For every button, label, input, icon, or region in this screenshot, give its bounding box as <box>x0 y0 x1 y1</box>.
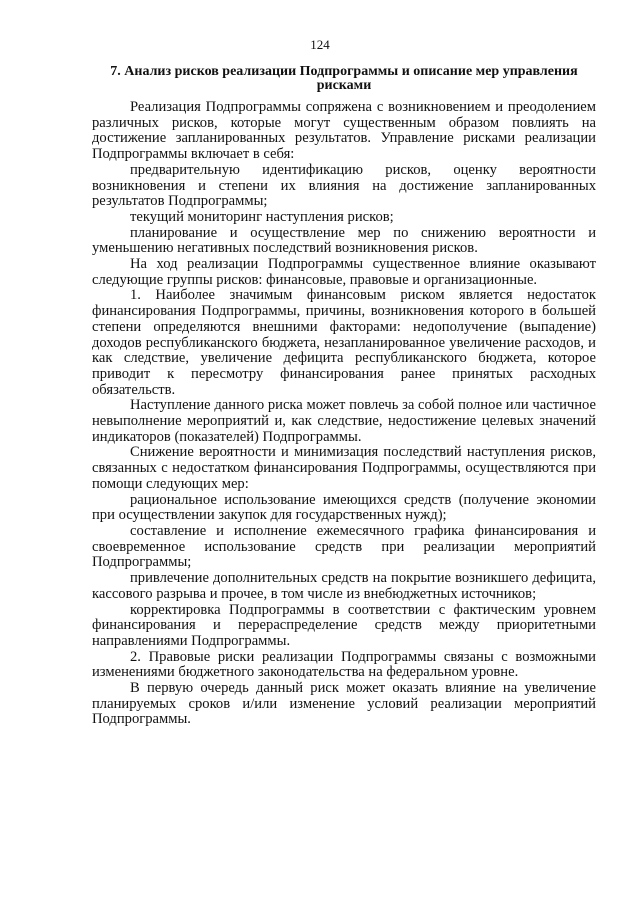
paragraph: Наступление данного риска может повлечь за собой полное или частичное невыполнение мероприятий и, как следствие, недостижение целевых значений индикаторов (показателей) Подпрограммы. <box>92 397 596 445</box>
section-heading: 7. Анализ рисков реализации Подпрограммы и описание мер управления рисками <box>110 64 578 93</box>
paragraph: предварительную идентификацию рисков, оценку вероятности возникновения и степени их влияния на достижение запланированных результатов Подпрограммы; <box>92 161 596 210</box>
paragraph: 1. Наиболее значимым финансовым риском является недостаток финансирования Подпрограммы, причины, возникновения которого в большей степени определяются внешними факторами: недополучение (выпадение) доходов республиканского бюджета, незапланированное увеличение расходов, и как следствие, увеличение дефицита республиканского бюджета, которое приводит к пересмотру финансирования ранее принятых расходных обязательств. <box>92 287 596 398</box>
paragraph: составление и исполнение ежемесячного графика финансирования и своевременное использование средств при реализации мероприятий Подпрограммы; <box>92 522 596 571</box>
paragraph: В первую очередь данный риск может оказать влияние на увеличение планируемых сроков и/или изменение условий реализации мероприятий Подпрограммы. <box>92 680 596 728</box>
paragraph: рациональное использование имеющихся средств (получение экономии при осуществлении закупок для государственных нужд); <box>92 491 596 524</box>
paragraph: привлечение дополнительных средств на покрытие возникшего дефицита, кассового разрыва и прочее, в том числе из внебюджетных источников; <box>92 570 596 602</box>
paragraph: текущий мониторинг наступления рисков; <box>130 208 394 225</box>
paragraph: планирование и осуществление мер по снижению вероятности и уменьшению негативных последствий возникновения рисков. <box>92 224 596 257</box>
page-number: 124 <box>310 37 330 52</box>
paragraph: 2. Правовые риски реализации Подпрограммы связаны с возможными изменениями бюджетного законодательства на федеральном уровне. <box>92 648 596 681</box>
paragraph: корректировка Подпрограммы в соответствии с фактическим уровнем финансирования и перераспределение средств между приоритетными направлениями Подпрограммы. <box>92 601 596 649</box>
paragraph: Реализация Подпрограммы сопряжена с возникновением и преодолением различных рисков, которые могут существенным образом повлиять на достижение запланированных результатов. Управление рисками реализации Подпрограммы включает в себя: <box>92 99 596 163</box>
paragraph: На ход реализации Подпрограммы существенное влияние оказывают следующие группы рисков: финансовые, правовые и организационные. <box>92 256 596 288</box>
paragraph: Снижение вероятности и минимизация последствий наступления рисков, связанных с недостатком финансирования Подпрограммы, осуществляются при помощи следующих мер: <box>92 444 596 492</box>
document-body <box>92 100 596 728</box>
